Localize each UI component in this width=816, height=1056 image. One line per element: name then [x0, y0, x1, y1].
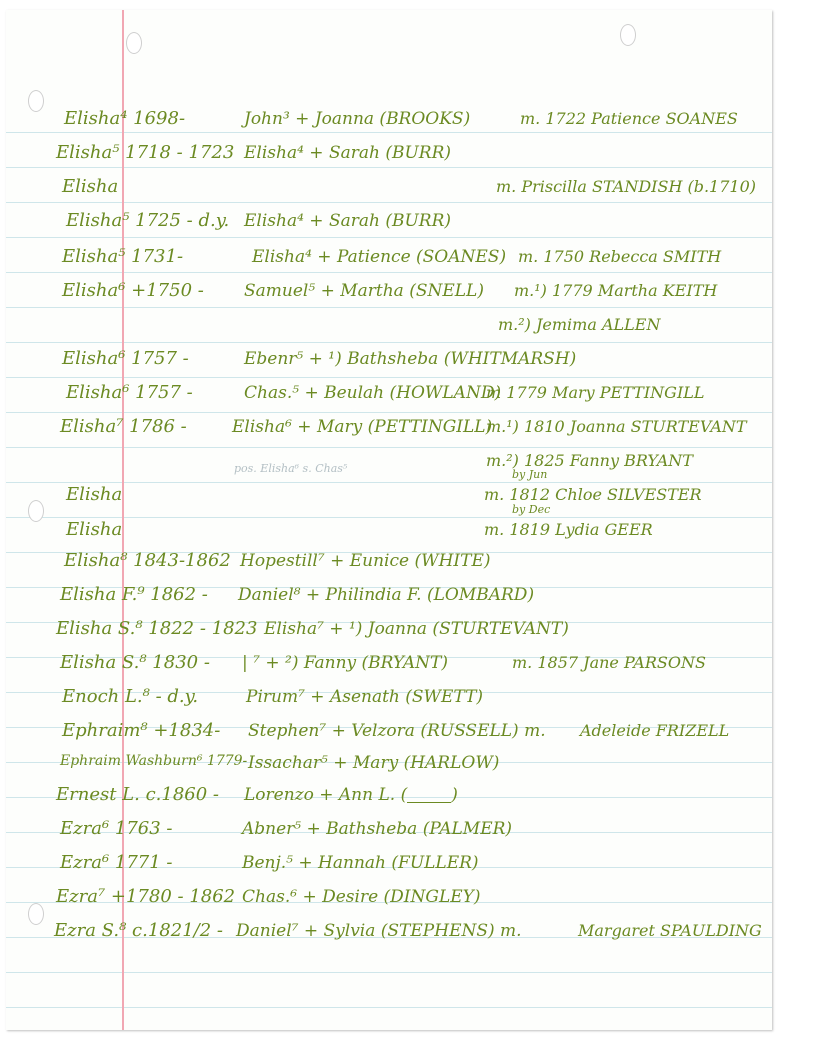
- entry-name: Elisha S.⁸ 1830 -: [60, 652, 210, 673]
- entry-spouse: m.²) 1825 Fanny BRYANT: [486, 451, 693, 470]
- entry-name: Ezra⁶ 1763 -: [60, 818, 173, 839]
- entry-name: Ezra⁶ 1771 -: [60, 852, 173, 873]
- entry-parents: Ebenr⁵ + ¹) Bathsheba (WHITMARSH): [244, 349, 577, 369]
- rule-line: [6, 972, 772, 973]
- entry-parents: Hopestill⁷ + Eunice (WHITE): [240, 551, 491, 571]
- entry-name: Elisha⁵ 1718 - 1723: [56, 142, 235, 163]
- entry-spouse: m. 1812 Chloe SILVESTER: [484, 485, 702, 504]
- pencil-note: pos. Elisha⁶ s. Chas⁵: [234, 462, 348, 475]
- entry-row: [60, 746, 247, 776]
- entry-row: [64, 546, 231, 576]
- entry-spouse: m.²) Jemima ALLEN: [498, 315, 661, 334]
- entry-name: Enoch L.⁸ - d.y.: [62, 686, 199, 707]
- entry-row: [66, 378, 193, 408]
- punch-hole: [28, 500, 44, 522]
- entry-row: [62, 172, 118, 202]
- byline-jun: by Jun: [512, 468, 548, 481]
- entry-row: [56, 138, 234, 168]
- entry-row: [60, 648, 210, 678]
- entry-name: Elisha⁸ 1843-1862: [64, 550, 231, 571]
- entry-spouse: Adeleide FRIZELL: [580, 721, 730, 740]
- punch-hole: [28, 90, 44, 112]
- entry-row: [62, 344, 189, 374]
- rule-line: [6, 307, 772, 308]
- entry-parents: Issachar⁵ + Mary (HARLOW): [248, 753, 500, 773]
- entry-spouse: m. 1750 Rebecca SMITH: [518, 247, 722, 266]
- entry-spouse: m. 1857 Jane PARSONS: [512, 653, 706, 672]
- entry-row: [56, 780, 219, 810]
- punch-hole: [28, 903, 44, 925]
- rule-line: [6, 237, 772, 238]
- entry-name: Elisha⁶ +1750 -: [62, 280, 204, 301]
- entry-row: [60, 848, 173, 878]
- entry-parents: Lorenzo + Ann L. ( ): [244, 785, 458, 805]
- entry-name: Elisha⁷ 1786 -: [60, 416, 187, 437]
- entry-name: Elisha: [62, 176, 119, 197]
- entry-spouse: m.¹) 1810 Joanna STURTEVANT: [486, 417, 747, 436]
- entry-row: [60, 814, 173, 844]
- entry-parents: Daniel⁷ + Sylvia (STEPHENS) m.: [236, 921, 522, 941]
- byline-dec: by Dec: [512, 503, 551, 516]
- entry-parents: | ⁷ + ²) Fanny (BRYANT): [242, 653, 448, 673]
- entry-parents: Elisha⁷ + ¹) Joanna (STURTEVANT): [264, 619, 569, 639]
- entry-name: Elisha S.⁸ 1822 - 1823: [56, 618, 258, 639]
- entry-name: Ezra⁷ +1780 - 1862: [56, 886, 236, 907]
- entry-name: Elisha⁵ 1731-: [62, 246, 184, 267]
- rule-line: [6, 202, 772, 203]
- punch-hole: [620, 24, 636, 46]
- entry-row: [62, 242, 183, 272]
- blank-line: [407, 788, 451, 803]
- entry-name: Elisha⁵ 1725 - d.y.: [66, 210, 230, 231]
- entry-name: Elisha: [66, 519, 123, 540]
- entry-name: Ernest L. c.1860 -: [56, 784, 219, 805]
- entry-row: [54, 916, 223, 946]
- rule-line: [6, 272, 772, 273]
- entry-parents: Chas.⁶ + Desire (DINGLEY): [242, 887, 481, 907]
- entry-row: [62, 682, 198, 712]
- entry-parents: Pirum⁷ + Asenath (SWETT): [246, 687, 484, 707]
- entry-spouse: m. 1819 Lydia GEER: [484, 520, 653, 539]
- entry-spouse: m. 1722 Patience SOANES: [520, 109, 738, 128]
- entry-parents: Abner⁵ + Bathsheba (PALMER): [242, 819, 513, 839]
- entry-spouse: m. Priscilla STANDISH (b.1710): [496, 177, 757, 196]
- entry-parents: Elisha⁶ + Mary (PETTINGILL): [232, 417, 493, 437]
- entry-spouse: m.¹) 1779 Martha KEITH: [514, 281, 718, 300]
- entry-row: [62, 276, 204, 306]
- entry-name: Ezra S.⁸ c.1821/2 -: [54, 920, 223, 941]
- entry-name: Elisha⁶ 1757 -: [66, 382, 193, 403]
- entry-parents: Elisha⁴ + Sarah (BURR): [244, 211, 452, 231]
- entry-parents: Samuel⁵ + Martha (SNELL): [244, 281, 484, 301]
- entry-parents: Elisha⁴ + Sarah (BURR): [244, 143, 452, 163]
- rule-line: [6, 1007, 772, 1008]
- entry-row: [62, 716, 220, 746]
- entry-name: Elisha⁴ 1698-: [64, 108, 186, 129]
- entry-spouse: Margaret SPAULDING: [578, 921, 762, 940]
- entry-row: [60, 580, 208, 610]
- entry-name: Elisha: [66, 484, 123, 505]
- entry-row: [66, 206, 229, 236]
- entry-row: [66, 515, 122, 545]
- entry-name: Ephraim⁸ +1834-: [62, 720, 221, 741]
- entry-spouse: m 1779 Mary PETTINGILL: [486, 383, 705, 402]
- entry-parents: Elisha⁴ + Patience (SOANES): [252, 247, 507, 267]
- entry-row: [66, 480, 122, 510]
- entry-name: Ephraim Washburn⁶ 1779-: [60, 753, 248, 769]
- entry-name: Elisha⁶ 1757 -: [62, 348, 189, 369]
- entry-row: [56, 882, 235, 912]
- punch-hole: [126, 32, 142, 54]
- entry-row: [64, 104, 185, 134]
- closing-paren: ): [451, 785, 458, 805]
- rule-line: [6, 342, 772, 343]
- notebook-page: [6, 10, 772, 1030]
- entry-parents: Benj.⁵ + Hannah (FULLER): [242, 853, 479, 873]
- entry-row: [56, 614, 257, 644]
- entry-parents: John³ + Joanna (BROOKS): [244, 109, 471, 129]
- entry-parents: Chas.⁵ + Beulah (HOWLAND): [244, 383, 502, 403]
- entry-parents: Daniel⁸ + Philindia F. (LOMBARD): [238, 585, 535, 605]
- entry-parents: Stephen⁷ + Velzora (RUSSELL) m.: [248, 721, 546, 741]
- entry-row: [60, 412, 187, 442]
- entry-name: Elisha F.⁹ 1862 -: [60, 584, 208, 605]
